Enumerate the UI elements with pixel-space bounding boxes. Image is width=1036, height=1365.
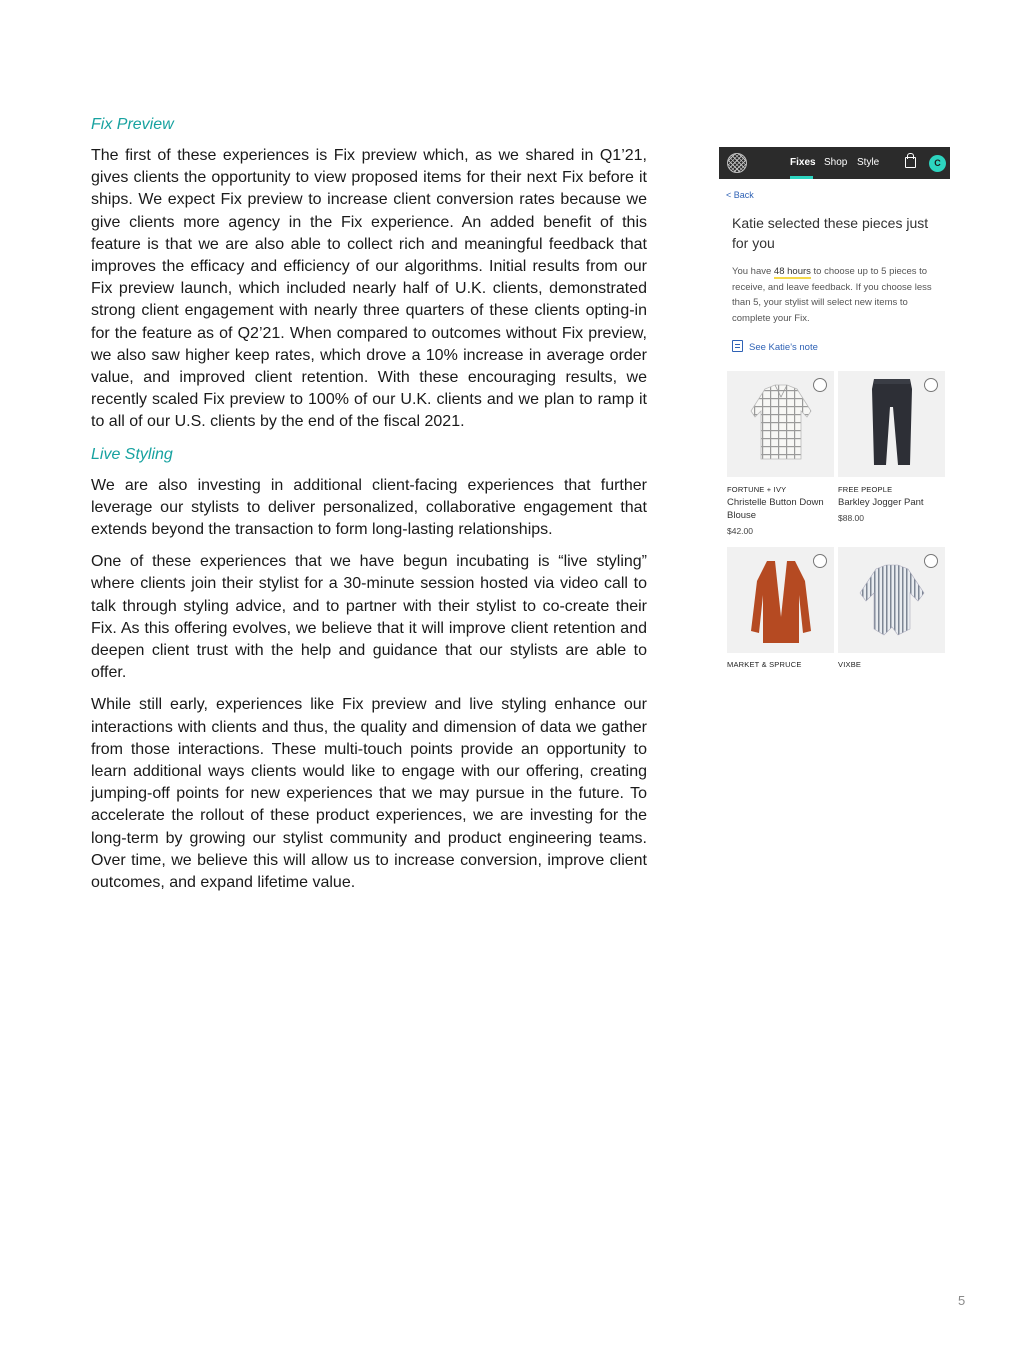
product-brand: FORTUNE + IVY xyxy=(727,485,787,494)
paragraph-text: We are also investing in additional client-facing experiences that further leverage our stylists to deliver personalized, collaborative engagement xyxy=(91,476,647,516)
product-tile-striped-top[interactable] xyxy=(838,547,945,653)
paragraph-text: While still early, experiences like Fix preview and live styling enhance our interactions with clients and thus, the quality and dimension of data we gather from those interactions. These multi-touch points provide an opportunity to learn additional ways clients would like to engage with our offering, creating jumping-off points for new experiences that we may pursue in the future. To accelerate the rollout of these product experiences, we are investing for the long-term by growing our stylist community and product engineering teams. Over time, we believe this will allow us to increase conversion, improve client outcomes, and expand xyxy=(91,696,647,892)
tab-style[interactable]: Style xyxy=(857,157,880,168)
back-link[interactable]: < Back xyxy=(726,190,754,200)
select-radio[interactable] xyxy=(813,378,827,392)
product-price: $42.00 xyxy=(727,526,753,536)
stitch-fix-logo-icon[interactable] xyxy=(727,153,747,173)
paragraph-live-styling-3 xyxy=(91,694,647,894)
page-number: 5 xyxy=(958,1293,966,1308)
product-tile-blouse[interactable] xyxy=(727,371,834,477)
instructions-text-start: You have xyxy=(732,266,774,277)
select-radio[interactable] xyxy=(924,554,938,568)
tab-shop[interactable]: Shop xyxy=(824,157,848,168)
section-heading-live-styling: Live Styling xyxy=(91,445,173,463)
see-note-link[interactable] xyxy=(732,340,818,353)
product-name[interactable]: Christelle Button Down Blouse xyxy=(727,497,824,521)
product-tile-joggers[interactable] xyxy=(838,371,945,477)
paragraph-last-line: ramp it to all of our U.S. clients by the end of the fiscal 2021. xyxy=(91,391,648,431)
shopping-bag-icon[interactable] xyxy=(905,157,916,168)
paragraph-text: One of these experiences that we have begun incubating is “live styling” where clients join their stylist for a 30-minute session hosted via video call to talk through styling advice, and to partner with their stylist to co-create their Fix. As this offering evolves, we believe that it will improve client retention and deepen client trust with the help and guidance that our xyxy=(91,553,647,660)
paragraph-text: The first of these experiences is Fix preview which, as we shared in Q1’21, gives clients the opportunity to view proposed items for their next Fix before it ships. We expect Fix preview to increase client conversion rates because we give clients more agency in the Fix experience. An added benefit of this feature is that we are also able to collect rich and meaningful feedback that improves the efficacy and efficiency of our algorithms. Initial results from our Fix preview launch, which included nearly half of U.K. clients, demonstrated strong client engagement with nearly three quarters of these clients opting-in for the feature as of Q2’21. When compared to outcomes without Fix preview, we also saw higher keep rates, which drove a 10% increase in average order value, and improved client retention. With these encouraging results, we recently scaled Fix preview to 100% of our U.K. clients and we plan to xyxy=(91,147,647,409)
paragraph-live-styling-2 xyxy=(91,551,647,684)
select-radio[interactable] xyxy=(813,554,827,568)
product-brand: VIXBE xyxy=(838,660,862,669)
see-note-label: See Katie's note xyxy=(749,342,818,353)
paragraph-last-line: that extends beyond the transaction to form long-lasting relationships. xyxy=(91,498,647,539)
page-title: Katie selected these pieces just for you xyxy=(732,215,929,251)
product-brand: MARKET & SPRUCE xyxy=(727,660,802,669)
product-price: $88.00 xyxy=(838,513,864,523)
paragraph-last-line: stylists are able to offer. xyxy=(91,642,647,682)
article-text xyxy=(91,114,647,904)
active-tab-indicator xyxy=(790,176,813,179)
select-radio[interactable] xyxy=(924,378,938,392)
paragraph-live-styling-1 xyxy=(91,475,647,542)
note-icon xyxy=(732,340,743,352)
avatar[interactable]: C xyxy=(929,155,946,172)
instructions-text-end: to choose up to 5 pieces to receive, and leave feedback. If you choose less than 5, your stylist will select new items to complete your Fix. xyxy=(732,266,932,324)
product-tile-cardigan[interactable] xyxy=(727,547,834,653)
tab-fixes[interactable]: Fixes xyxy=(790,157,816,168)
instructions-text xyxy=(732,264,947,326)
paragraph-last-line: lifetime value. xyxy=(257,874,356,892)
product-name[interactable]: Barkley Jogger Pant xyxy=(838,497,924,508)
app-screenshot xyxy=(719,147,950,677)
section-heading-fix-preview: Fix Preview xyxy=(91,116,174,133)
paragraph-fix-preview xyxy=(91,145,647,434)
product-brand: FREE PEOPLE xyxy=(838,485,893,494)
highlighted-time: 48 hours xyxy=(773,266,811,277)
app-top-bar xyxy=(719,147,950,179)
